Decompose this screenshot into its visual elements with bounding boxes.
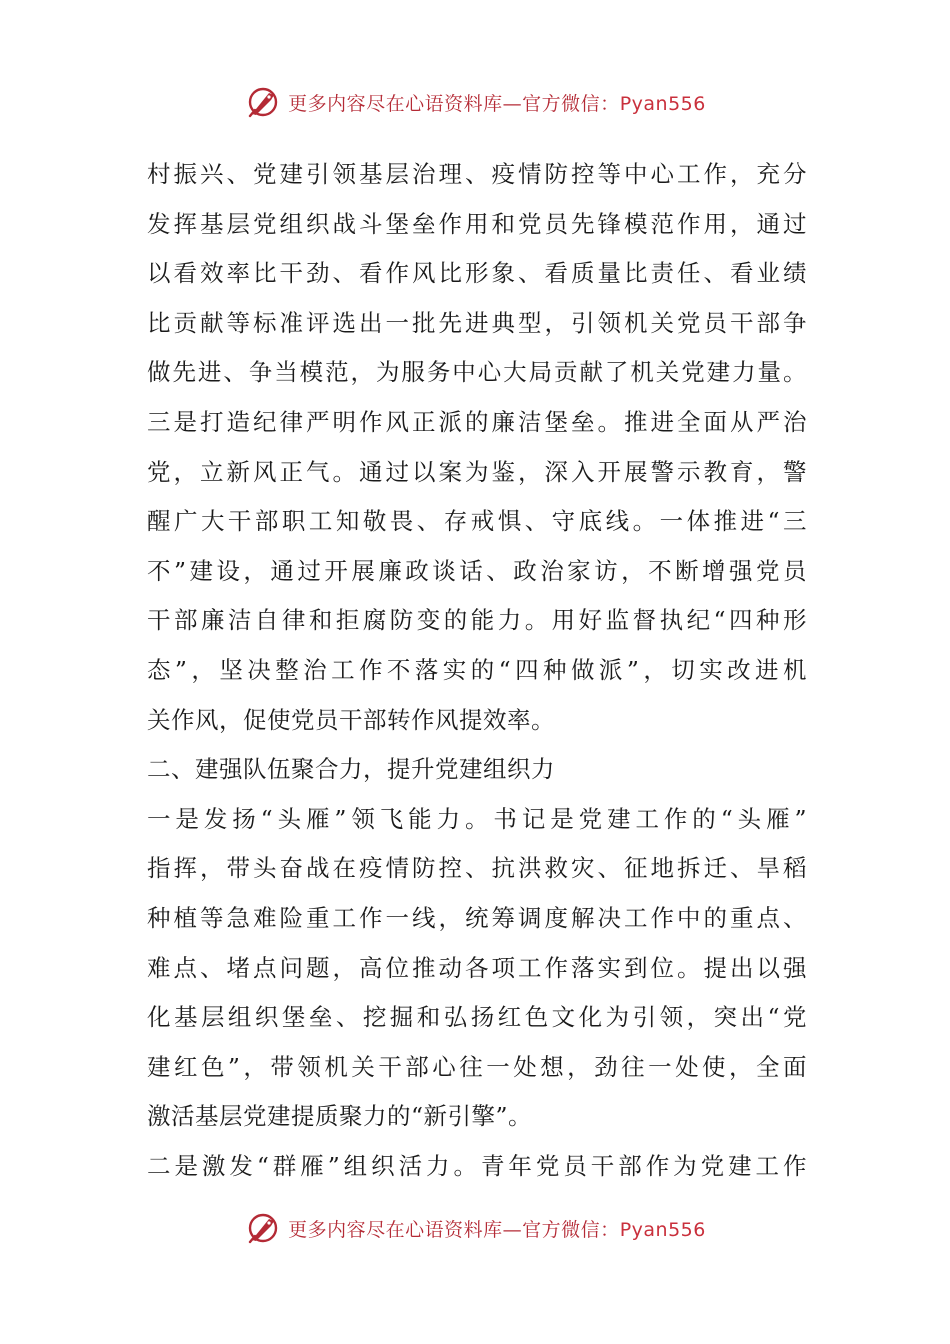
text-line: 建红色”，带领机关干部心往一处想，劲往一处使，全面	[147, 1052, 807, 1081]
wechat-id: Pyan556	[619, 1218, 706, 1241]
text-line: 种植等急难险重工作一线，统筹调度解决工作中的重点、	[147, 903, 807, 932]
wechat-label: 官方微信：	[522, 1218, 620, 1241]
pen-nib-circle-icon	[244, 83, 282, 121]
separator-dash: —	[502, 1218, 523, 1241]
text-line: 发挥基层党组织战斗堡垒作用和党员先锋模范作用，通过	[147, 209, 807, 238]
text-line: 激活基层党建提质聚力的“新引擎”。	[147, 1102, 533, 1131]
text-line: 不”建设，通过开展廉政谈话、政治家访，不断增强党员	[147, 556, 807, 585]
text-line: 指挥，带头奋战在疫情防控、抗洪救灾、征地拆迁、旱稻	[147, 854, 807, 883]
document-body	[147, 150, 807, 1191]
site-name: 更多内容尽在心语资料库	[288, 92, 503, 115]
text-line: 比贡献等标准评选出一批先进典型，引领机关党员干部争	[147, 308, 807, 337]
text-line: 醒广大干部职工知敬畏、存戒惧、守底线。一体推进“三	[147, 507, 807, 536]
wechat-id: Pyan556	[619, 92, 706, 115]
text-line: 态”，坚决整治工作不落实的“四种做派”，切实改进机	[147, 655, 807, 684]
section-heading: 二、建强队伍聚合力，提升党建组织力	[147, 755, 555, 784]
text-line: 党，立新风正气。通过以案为鉴，深入开展警示教育，警	[147, 457, 807, 486]
text-line: 三是打造纪律严明作风正派的廉洁堡垒。推进全面从严治	[147, 407, 807, 436]
text-line: 以看效率比干劲、看作风比形象、看质量比责任、看业绩	[147, 259, 807, 288]
pen-nib-circle-icon	[244, 1209, 282, 1247]
footer-banner	[0, 1206, 950, 1250]
header-banner	[0, 80, 950, 124]
footer-text	[288, 1215, 706, 1242]
wechat-label: 官方微信：	[522, 92, 620, 115]
text-line: 干部廉洁自律和拒腐防变的能力。用好监督执纪“四种形	[147, 606, 807, 635]
text-line: 做先进、争当模范，为服务中心大局贡献了机关党建力量。	[147, 358, 807, 387]
text-line: 关作风，促使党员干部转作风提效率。	[147, 705, 555, 734]
text-line: 难点、堵点问题，高位推动各项工作落实到位。提出以强	[147, 953, 807, 982]
site-name: 更多内容尽在心语资料库	[288, 1218, 503, 1241]
separator-dash: —	[502, 92, 523, 115]
text-line: 村振兴、党建引领基层治理、疫情防控等中心工作，充分	[147, 160, 807, 188]
text-line: 一是发扬“头雁”领飞能力。书记是党建工作的“头雁”	[147, 804, 807, 833]
text-line: 化基层组织堡垒、挖掘和弘扬红色文化为引领，突出“党	[147, 1003, 807, 1032]
header-text	[288, 89, 706, 116]
text-line: 二是激发“群雁”组织活力。青年党员干部作为党建工作	[147, 1151, 807, 1180]
